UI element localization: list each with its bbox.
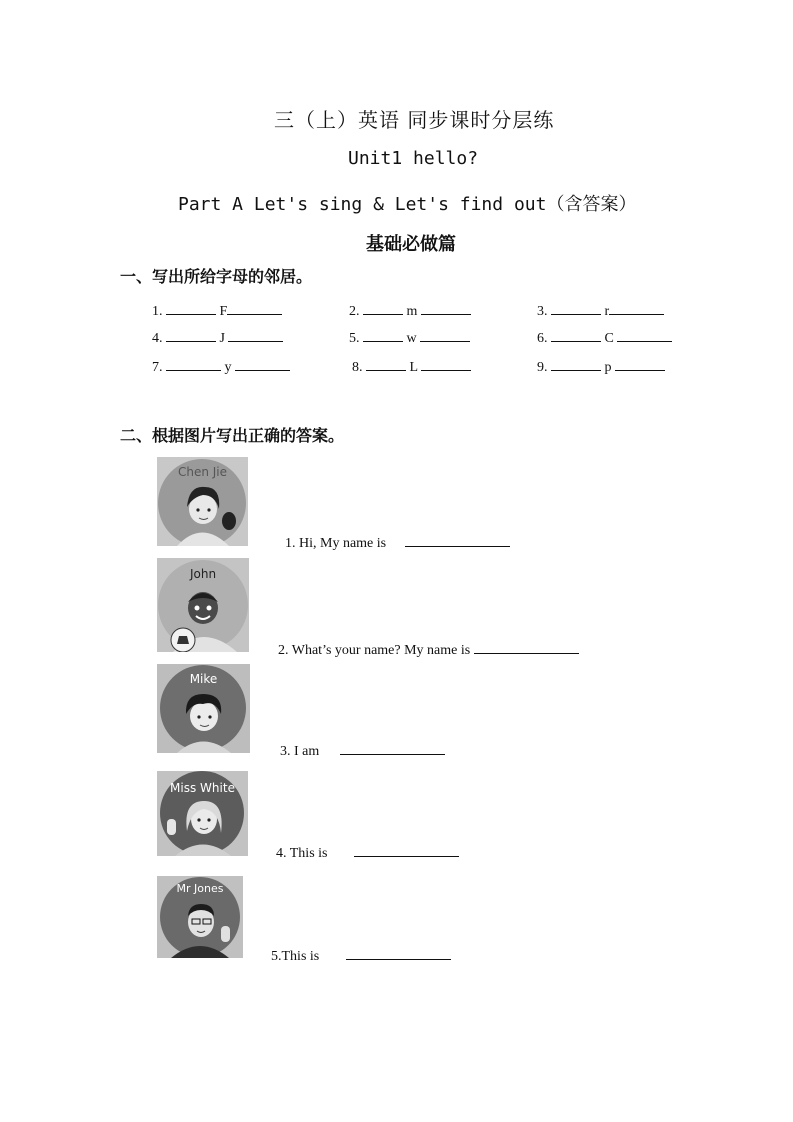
- answer-blank[interactable]: [227, 300, 282, 315]
- miss-white-picture: [157, 771, 248, 856]
- answer-blank[interactable]: [421, 356, 471, 371]
- answer-blank[interactable]: [366, 356, 406, 371]
- worksheet-title: 三（上）英语 同步课时分层练: [274, 108, 555, 132]
- sentence-text: 5.This is: [271, 949, 320, 964]
- answer-blank[interactable]: [405, 532, 510, 547]
- item-number: 2.: [349, 304, 360, 319]
- avatar-name-label: John: [189, 567, 217, 581]
- answer-blank[interactable]: [474, 639, 579, 654]
- given-letter: F: [219, 304, 228, 319]
- avatar-name-label: Mike: [189, 672, 218, 686]
- john-picture: [157, 558, 249, 652]
- sentence-text: 3. I am: [280, 744, 320, 759]
- mike-picture: [157, 664, 250, 753]
- answer-blank[interactable]: [228, 327, 283, 342]
- given-letter: y: [224, 360, 232, 375]
- item-number: 7.: [152, 360, 163, 375]
- sentence-5: [271, 945, 451, 965]
- answer-blank[interactable]: [551, 300, 601, 315]
- answer-blank[interactable]: [551, 356, 601, 371]
- sentence-text: 4. This is: [276, 846, 328, 861]
- avatar-name-label: Miss White: [170, 781, 235, 795]
- item-number: 9.: [537, 360, 548, 375]
- answer-blank[interactable]: [235, 356, 290, 371]
- answer-blank[interactable]: [166, 327, 216, 342]
- answer-blank[interactable]: [609, 300, 664, 315]
- neighbor-item: [352, 356, 471, 376]
- sentence-text: 2. What’s your name? My name is: [278, 643, 471, 658]
- level-title: 基础必做篇: [366, 234, 456, 255]
- answer-blank[interactable]: [420, 327, 470, 342]
- item-number: 4.: [152, 331, 163, 346]
- answer-blank[interactable]: [346, 945, 451, 960]
- answer-blank[interactable]: [551, 327, 601, 342]
- given-letter: C: [604, 331, 614, 346]
- answer-blank[interactable]: [354, 842, 459, 857]
- item-number: 5.: [349, 331, 360, 346]
- given-letter: w: [406, 331, 417, 346]
- neighbor-item: [152, 300, 282, 320]
- mr-jones-picture: [157, 876, 243, 958]
- neighbor-item: [349, 327, 470, 347]
- given-letter: m: [406, 304, 418, 319]
- sentence-4: [276, 842, 459, 862]
- answer-blank[interactable]: [340, 740, 445, 755]
- answer-blank[interactable]: [617, 327, 672, 342]
- given-letter: p: [604, 360, 612, 375]
- sentence-text: 1. Hi, My name is: [285, 536, 387, 551]
- given-letter: r: [604, 304, 610, 319]
- neighbor-item: [537, 356, 665, 376]
- avatar-name-label: Mr Jones: [176, 882, 224, 895]
- neighbor-item: [349, 300, 471, 320]
- answer-blank[interactable]: [166, 356, 221, 371]
- part-title: Part A Let's sing & Let's find out（含答案）: [178, 194, 637, 215]
- sentence-1: [285, 532, 510, 552]
- sentence-2: [278, 639, 579, 659]
- chen-jie-picture: [157, 457, 248, 546]
- item-number: 1.: [152, 304, 163, 319]
- neighbor-item: [152, 356, 290, 376]
- answer-blank[interactable]: [615, 356, 665, 371]
- answer-blank[interactable]: [363, 300, 403, 315]
- item-number: 3.: [537, 304, 548, 319]
- given-letter: J: [219, 331, 225, 346]
- neighbor-item: [152, 327, 283, 347]
- answer-blank[interactable]: [363, 327, 403, 342]
- answer-blank[interactable]: [166, 300, 216, 315]
- section1-heading: 一、写出所给字母的邻居。: [120, 267, 313, 286]
- avatar-name-label: Chen Jie: [177, 465, 228, 479]
- neighbor-item: [537, 327, 672, 347]
- given-letter: L: [409, 360, 418, 375]
- answer-blank[interactable]: [421, 300, 471, 315]
- unit-title: Unit1 hello?: [348, 148, 479, 169]
- section2-heading: 二、根据图片写出正确的答案。: [120, 426, 345, 445]
- neighbor-item: [537, 300, 664, 320]
- sentence-3: [280, 740, 445, 760]
- item-number: 6.: [537, 331, 548, 346]
- item-number: 8.: [352, 360, 363, 375]
